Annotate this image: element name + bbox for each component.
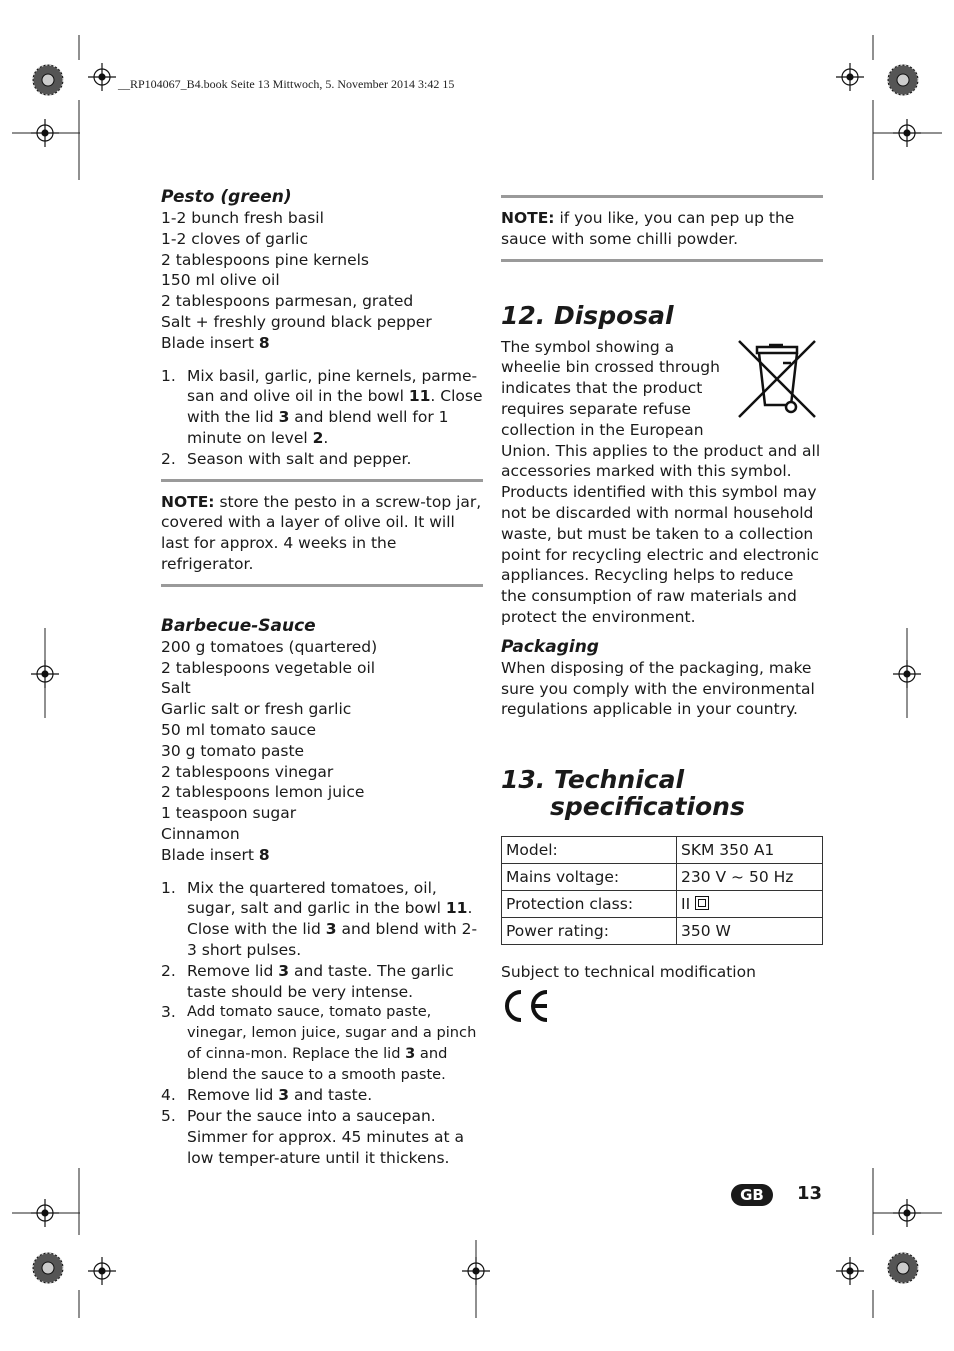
language-badge: GB: [731, 1184, 773, 1206]
packaging-text: When disposing of the packaging, make sure you comply with the environmental regulations applicable in your country.: [501, 658, 815, 719]
disposal-heading: 12. Disposal: [501, 300, 674, 330]
disposal-body: [501, 337, 823, 628]
disposal-text: The symbol showing a wheelie bin crossed through indicates that the product requires separate refuse collection in the European Union. This applies to the product and all accessories marked with this symbol. Products identified with this symbol may not be discarded with normal household waste, but must be taken to a collection point for recycling electric and electronic appliances. Recycling helps to reduce the consumption of raw materials and protect the environment.: [501, 337, 821, 626]
ingredient: 50 ml tomato sauce: [161, 720, 317, 739]
spec-table: [501, 836, 823, 945]
packaging-title: Packaging: [501, 636, 599, 657]
table-row: Model: SKM 350 A1: [502, 837, 823, 864]
pesto-ingredients: [161, 208, 483, 354]
ingredient: 2 tablespoons lemon juice: [161, 783, 365, 802]
table-row: Protection class: II: [502, 891, 823, 918]
ingredient: Cinnamon: [161, 824, 240, 843]
ingredient: Salt: [161, 679, 191, 698]
table-row: Power rating: 350 W: [502, 918, 823, 945]
step: 1. Mix the quartered tomatoes, oil, sugar, salt and garlic in the bowl 11. Close with the lid 3 and blend with 2-3 short pulses.: [161, 878, 478, 959]
pesto-title: Pesto (green): [161, 187, 292, 207]
chilli-note: NOTE: if you like, you can pep up the sauce with some chilli powder.: [501, 195, 823, 262]
ingredient: Garlic salt or fresh garlic: [161, 700, 352, 719]
ingredient: 1-2 bunch fresh basil: [161, 209, 324, 227]
table-row: Mains voltage: 230 V ~ 50 Hz: [502, 864, 823, 891]
ingredient: 30 g tomato paste: [161, 741, 305, 760]
ingredient: 200 g tomatoes (quartered): [161, 637, 378, 656]
left-column: [161, 186, 483, 1169]
ingredient: 1-2 cloves of garlic: [161, 229, 308, 248]
ingredient: 150 ml olive oil: [161, 271, 280, 290]
ingredient: 2 tablespoons vegetable oil: [161, 658, 376, 677]
ingredient: 1 teaspoon sugar: [161, 804, 297, 823]
step: 3. Add tomato sauce, tomato paste, vinegar, lemon juice, sugar and a pinch of cinna-mon. Replace the lid 3 and blend the sauce to a smooth paste.: [161, 1003, 477, 1083]
tech-heading: 13. Technical specifications: [501, 765, 745, 822]
crossed-wheelie-bin-icon: [735, 337, 819, 421]
ingredient: 2 tablespoons pine kernels: [161, 250, 369, 269]
bbq-title: Barbecue-Sauce: [161, 615, 316, 636]
bbq-ingredients: [161, 637, 483, 866]
ce-mark-icon: [501, 987, 553, 1025]
ingredient: Salt + freshly ground black pepper: [161, 312, 432, 331]
print-header: __RP104067_B4.book Seite 13 Mittwoch, 5. November 2014 3:42 15: [118, 77, 455, 91]
pesto-steps: [161, 366, 483, 470]
step: 5. Pour the sauce into a saucepan. Simmer for approx. 45 minutes at a low temper-ature until it thickens.: [161, 1107, 464, 1167]
step: 2. Remove lid 3 and taste. The garlic taste should be very intense.: [161, 961, 454, 1001]
ingredient: 2 tablespoons parmesan, grated: [161, 292, 414, 311]
bbq-steps: [161, 878, 483, 1169]
page-number: 13: [797, 1183, 823, 1204]
pesto-note: NOTE: store the pesto in a screw-top jar, covered with a layer of olive oil. It will last for approx. 4 weeks in the refrigerator.: [161, 479, 483, 587]
spec-footnote: Subject to technical modification: [501, 963, 756, 982]
blade-insert-line: Blade insert 8: [161, 333, 270, 352]
step: 2. Season with salt and pepper.: [161, 449, 412, 468]
blade-insert-line: Blade insert 8: [161, 845, 270, 864]
class-ii-icon: [695, 896, 709, 910]
ce-mark: [501, 987, 823, 1031]
right-column: [501, 195, 823, 1031]
step: 4. Remove lid 3 and taste.: [161, 1086, 373, 1105]
ingredient: 2 tablespoons vinegar: [161, 762, 334, 781]
step: 1. Mix basil, garlic, pine kernels, parme-san and olive oil in the bowl 11. Close with the lid 3 and blend well for 1 minute on level 2.: [161, 366, 483, 447]
